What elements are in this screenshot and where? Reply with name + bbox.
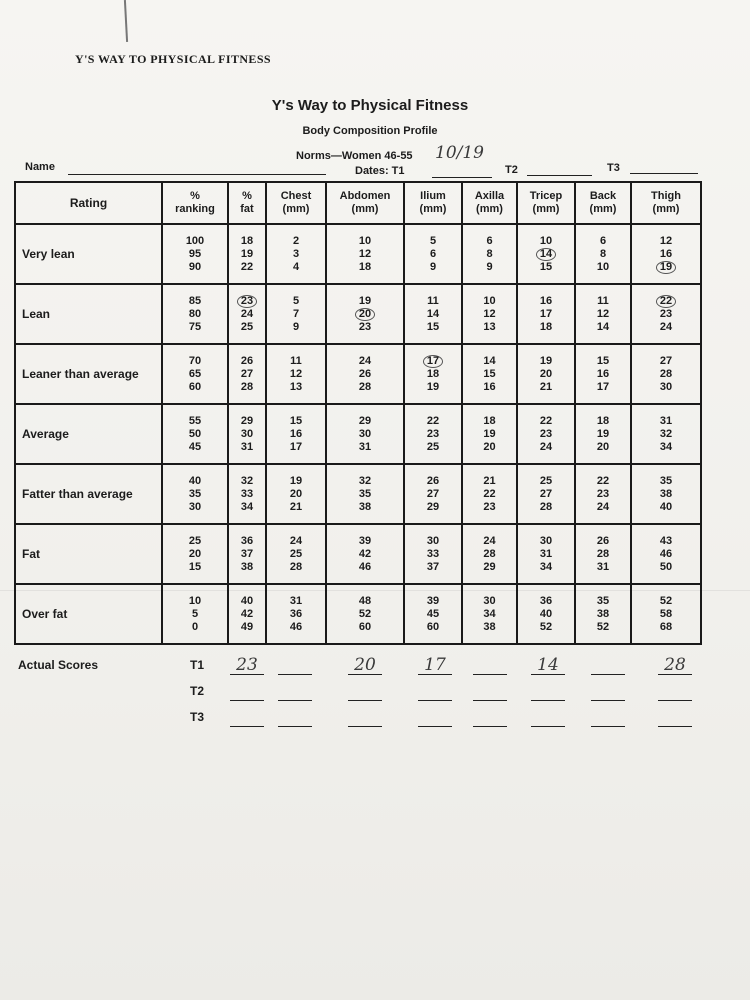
handwritten-score: 28 <box>664 655 686 675</box>
table-cell: 55 50 45 <box>162 404 228 464</box>
table-cell: 85 80 75 <box>162 284 228 344</box>
table-cell: 48 52 60 <box>326 584 404 644</box>
table-cell: 24 26 28 <box>326 344 404 404</box>
column-header: Axilla (mm) <box>462 182 517 224</box>
table-cell: 36 37 38 <box>228 524 266 584</box>
score-blank[interactable] <box>230 708 264 727</box>
table-cell: 29 30 31 <box>326 404 404 464</box>
score-blank[interactable] <box>348 708 382 727</box>
table-cell: 36 40 52 <box>517 584 575 644</box>
circled-value: 19 <box>656 261 676 274</box>
rating-label: Leaner than average <box>15 344 162 404</box>
column-header: Chest (mm) <box>266 182 326 224</box>
table-cell: 19 20 21 <box>517 344 575 404</box>
table-cell: 31 36 46 <box>266 584 326 644</box>
score-blank[interactable] <box>531 708 565 727</box>
table-cell: 40 42 49 <box>228 584 266 644</box>
table-cell: 19 20 21 <box>266 464 326 524</box>
table-cell: 10 12 13 <box>462 284 517 344</box>
table-cell: 23 24 25 <box>228 284 266 344</box>
column-header: % fat <box>228 182 266 224</box>
table-cell: 39 42 46 <box>326 524 404 584</box>
table-cell: 35 38 40 <box>631 464 701 524</box>
score-blank[interactable] <box>591 708 625 727</box>
table-cell: 32 35 38 <box>326 464 404 524</box>
column-header: Tricep (mm) <box>517 182 575 224</box>
table-cell: 43 46 50 <box>631 524 701 584</box>
table-cell: 11 12 13 <box>266 344 326 404</box>
circled-value: 22 <box>656 295 676 308</box>
rating-label: Over fat <box>15 584 162 644</box>
table-row <box>15 464 701 524</box>
body-composition-table <box>14 181 702 645</box>
score-blank[interactable] <box>531 656 565 675</box>
score-blank[interactable] <box>658 682 692 701</box>
table-cell: 14 15 16 <box>462 344 517 404</box>
table-cell: 11 12 14 <box>575 284 631 344</box>
table-cell: 5 7 9 <box>266 284 326 344</box>
table-cell: 30 34 38 <box>462 584 517 644</box>
table-row <box>15 404 701 464</box>
table-cell: 15 16 17 <box>575 344 631 404</box>
score-row-label: T1 <box>190 658 205 672</box>
table-cell: 39 45 60 <box>404 584 462 644</box>
score-blank[interactable] <box>473 682 507 701</box>
score-blank[interactable] <box>278 656 312 675</box>
score-blank[interactable] <box>591 656 625 675</box>
circled-value: 20 <box>355 308 375 321</box>
name-label: Name <box>25 161 55 173</box>
actual-scores-label: Actual Scores <box>18 658 99 672</box>
table-cell: 31 32 34 <box>631 404 701 464</box>
score-blank[interactable] <box>473 708 507 727</box>
score-blank[interactable] <box>278 708 312 727</box>
t1-date-field[interactable] <box>432 177 492 178</box>
rating-label: Average <box>15 404 162 464</box>
table-cell: 24 25 28 <box>266 524 326 584</box>
score-blank[interactable] <box>473 656 507 675</box>
table-cell: 26 27 28 <box>228 344 266 404</box>
circled-value: 23 <box>237 295 257 308</box>
table-cell: 22 23 24 <box>517 404 575 464</box>
table-cell: 18 19 20 <box>575 404 631 464</box>
table-row <box>15 524 701 584</box>
handwritten-score: 23 <box>236 655 258 675</box>
table-row <box>15 584 701 644</box>
table-cell: 25 27 28 <box>517 464 575 524</box>
score-blank[interactable] <box>230 656 264 675</box>
table-row <box>15 224 701 284</box>
rating-label: Fat <box>15 524 162 584</box>
circled-value: 14 <box>536 248 556 261</box>
score-blank[interactable] <box>278 682 312 701</box>
table-cell: 26 27 29 <box>404 464 462 524</box>
table-cell: 30 31 34 <box>517 524 575 584</box>
column-header: Rating <box>15 182 162 224</box>
column-header: % ranking <box>162 182 228 224</box>
t1-date-handwritten: 10/19 <box>435 143 484 163</box>
table-row <box>15 284 701 344</box>
column-header: Thigh (mm) <box>631 182 701 224</box>
table-cell: 25 20 15 <box>162 524 228 584</box>
table-cell: 40 35 30 <box>162 464 228 524</box>
table-cell: 27 28 30 <box>631 344 701 404</box>
dates-label: Dates: T1 <box>355 165 405 177</box>
handwritten-score: 14 <box>537 655 559 675</box>
handwritten-score: 17 <box>424 655 446 675</box>
table-cell: 32 33 34 <box>228 464 266 524</box>
table-cell: 29 30 31 <box>228 404 266 464</box>
rating-label: Fatter than average <box>15 464 162 524</box>
score-row-label: T2 <box>190 684 205 698</box>
norms-label: Norms—Women 46-55 <box>296 150 413 162</box>
table-cell: 70 65 60 <box>162 344 228 404</box>
score-blank[interactable] <box>418 708 452 727</box>
table-header-row <box>15 182 701 224</box>
name-field[interactable] <box>68 174 326 175</box>
table-cell: 17 18 19 <box>404 344 462 404</box>
table-cell: 10 5 0 <box>162 584 228 644</box>
t3-label: T3 <box>607 162 620 174</box>
column-header: Back (mm) <box>575 182 631 224</box>
column-header: Abdomen (mm) <box>326 182 404 224</box>
table-cell: 22 23 24 <box>631 284 701 344</box>
score-row-label: T3 <box>190 710 205 724</box>
running-head: Y'S WAY TO PHYSICAL FITNESS <box>75 52 271 66</box>
actual-scores-section <box>18 650 708 750</box>
score-blank[interactable] <box>531 682 565 701</box>
table-cell: 52 58 68 <box>631 584 701 644</box>
table-cell: 19 20 23 <box>326 284 404 344</box>
table-cell: 6 8 10 <box>575 224 631 284</box>
t3-date-field[interactable] <box>630 173 698 174</box>
table-cell: 10 14 15 <box>517 224 575 284</box>
score-blank[interactable] <box>230 682 264 701</box>
table-cell: 35 38 52 <box>575 584 631 644</box>
score-blank[interactable] <box>658 708 692 727</box>
table-cell: 24 28 29 <box>462 524 517 584</box>
table-cell: 18 19 22 <box>228 224 266 284</box>
score-blank[interactable] <box>348 656 382 675</box>
table-cell: 6 8 9 <box>462 224 517 284</box>
handwritten-score: 20 <box>354 655 376 675</box>
pen-mark <box>124 0 128 42</box>
table-row <box>15 344 701 404</box>
score-blank[interactable] <box>418 682 452 701</box>
table-cell: 22 23 24 <box>575 464 631 524</box>
table-cell: 10 12 18 <box>326 224 404 284</box>
score-blank[interactable] <box>591 682 625 701</box>
table-cell: 12 16 19 <box>631 224 701 284</box>
page-subtitle: Body Composition Profile <box>302 125 438 137</box>
rating-label: Very lean <box>15 224 162 284</box>
t2-label: T2 <box>505 164 518 176</box>
circled-value: 17 <box>423 355 443 368</box>
score-blank[interactable] <box>418 656 452 675</box>
t2-date-field[interactable] <box>527 175 592 176</box>
table-cell: 11 14 15 <box>404 284 462 344</box>
score-blank[interactable] <box>348 682 382 701</box>
table-cell: 16 17 18 <box>517 284 575 344</box>
table-cell: 22 23 25 <box>404 404 462 464</box>
table-cell: 2 3 4 <box>266 224 326 284</box>
column-header: Ilium (mm) <box>404 182 462 224</box>
table-cell: 18 19 20 <box>462 404 517 464</box>
rating-label: Lean <box>15 284 162 344</box>
table-cell: 21 22 23 <box>462 464 517 524</box>
table-cell: 5 6 9 <box>404 224 462 284</box>
table-cell: 100 95 90 <box>162 224 228 284</box>
page-title: Y's Way to Physical Fitness <box>271 97 469 114</box>
table-cell: 15 16 17 <box>266 404 326 464</box>
score-blank[interactable] <box>658 656 692 675</box>
table-cell: 30 33 37 <box>404 524 462 584</box>
table-cell: 26 28 31 <box>575 524 631 584</box>
